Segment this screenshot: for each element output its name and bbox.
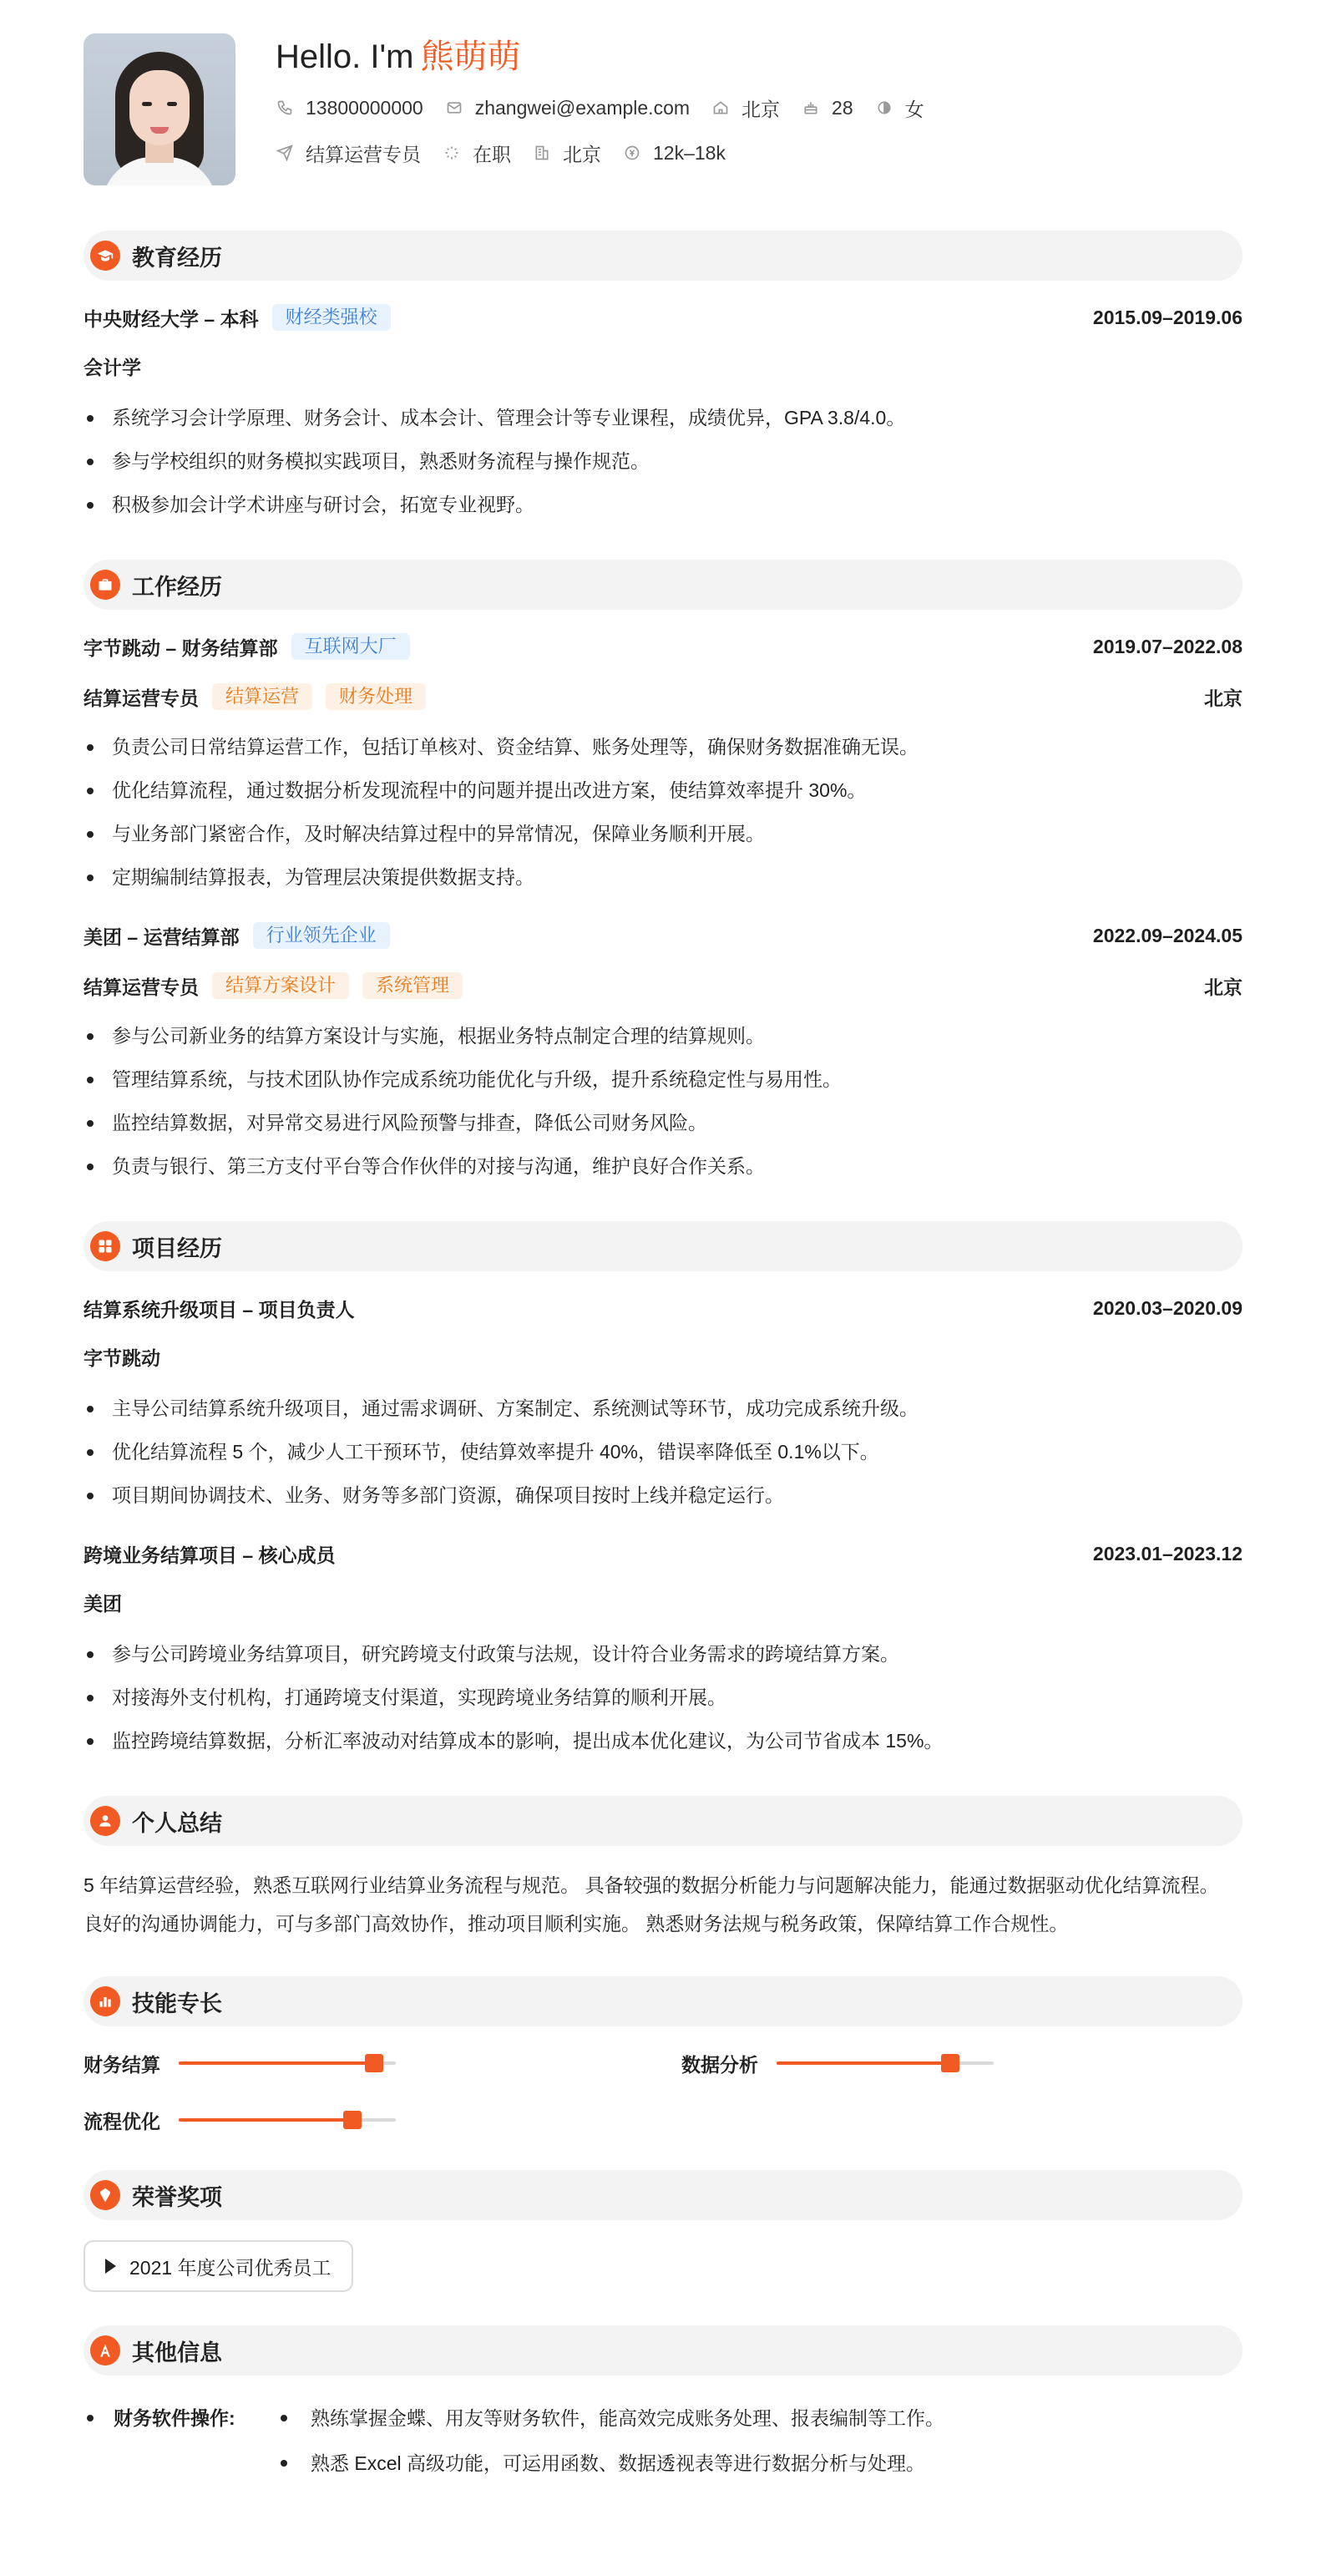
other-line: 熟悉 Excel 高级功能，可运用函数、数据透视表等进行数据分析与处理。 [311,2452,926,2474]
coin-icon [623,144,641,162]
building-icon [533,144,551,162]
list-item: 监控跨境结算数据，分析汇率波动对结算成本的影响，提出成本优化建议，为公司节省成本 15%。 [84,1719,1242,1762]
skill-bar-knob [941,2054,959,2072]
company-name: 美团 – 运营结算部 [84,925,240,948]
work-entry [84,919,1242,1188]
age-item [802,97,853,119]
list-item: 参与公司新业务的结算方案设计与实施，根据业务特点制定合理的结算规则。 [84,1014,1242,1057]
profile-info [276,33,946,184]
phone-icon [276,99,294,117]
project-bullets [84,1387,1242,1517]
job-row [276,139,946,167]
role-tag: 结算方案设计 [212,972,349,999]
email-text: zhangwei@example.com [474,96,691,119]
work-city-text: 北京 [563,143,601,165]
job-location: 北京 [1204,976,1242,998]
loader-icon [443,144,461,162]
job-location: 北京 [1204,687,1242,709]
school-tag: 财经类强校 [272,304,391,331]
cake-icon [802,99,820,117]
section-header-honors [84,2170,1242,2220]
list-item: 负责与银行、第三方支付平台等合作伙伴的对接与沟通，维护良好合作关系。 [84,1144,1242,1188]
education-entry [84,301,1242,526]
company-tag: 行业领先企业 [253,922,390,949]
status-item [443,139,511,167]
skill-label: 财务结算 [84,2053,160,2076]
graduation-cap-icon [90,241,120,271]
phone-text: 13800000000 [306,96,423,119]
section-header-summary [84,1796,1242,1846]
email-item [445,97,690,119]
list-item: 定期编制结算报表，为管理层决策提供数据支持。 [84,855,1242,899]
list-item: 与业务部门紧密合作，及时解决结算过程中的异常情况，保障业务顺利开展。 [84,812,1242,855]
profile-photo [84,33,235,185]
age-text: 28 [832,96,853,119]
briefcase-icon [90,570,120,600]
info-a-icon [90,2335,120,2366]
list-item: 管理结算系统，与技术团队协作完成系统功能优化与升级，提升系统稳定性与易用性。 [84,1057,1242,1101]
section-title: 工作经历 [132,574,222,600]
bar-chart-icon [90,1986,120,2016]
skill-item [681,2046,1266,2080]
email-icon [445,99,463,117]
phone-item [276,97,423,119]
major: 会计学 [84,357,141,378]
summary-text: 5 年结算运营经验，熟悉互联网行业结算业务流程与规范。 具备较强的数据分析能力与问题解决能力，能通过数据驱动优化结算流程。 良好的沟通协调能力，可与多部门高效协作，推动项目顺利实施。 熟悉财务法规与税务政策，保障结算工作合规性。 [84,1874,1219,1935]
list-item: 监控结算数据，对异常交易进行风险预警与排查，降低公司财务风险。 [84,1101,1242,1144]
gender-item [875,94,924,122]
education-bullets [84,396,1242,526]
project-org: 美团 [84,1593,122,1615]
section-header-projects [84,1221,1242,1271]
skill-bar-fill [179,2118,352,2122]
skill-item [84,2103,681,2137]
role-tag: 结算运营 [212,683,312,710]
section-title: 个人总结 [132,1810,222,1836]
company-row [84,630,1242,663]
project-entry [84,1537,1242,1762]
role-name: 结算运营专员 [84,687,199,709]
section-title: 其他信息 [132,2340,222,2366]
gender-icon [875,99,893,117]
contact-row [276,94,946,122]
section-header-education [84,231,1242,281]
city-item [711,94,780,122]
skill-bar [777,2061,994,2065]
other-label: 财务软件操作: [114,2407,235,2429]
salary-text: 12k–18k [653,141,726,164]
work-entry [84,630,1242,899]
section-title: 项目经历 [132,1235,222,1261]
salary-item [623,142,726,165]
skill-bar-knob [365,2054,383,2072]
education-row [84,301,1242,334]
resume-header [84,33,1242,184]
list-item: 项目期间协调技术、业务、财务等多部门资源，确保项目按时上线并稳定运行。 [84,1473,1242,1517]
grid-icon [90,1231,120,1261]
job-target-text: 结算运营专员 [306,143,421,165]
section-header-work [84,560,1242,610]
project-bullets [84,1632,1242,1762]
role-name: 结算运营专员 [84,976,199,998]
list-item: 参与公司跨境业务结算项目，研究跨境支付政策与法规，设计符合业务需求的跨境结算方案。 [84,1632,1242,1676]
award-text: 2021 年度公司优秀员工 [129,2256,332,2279]
project-name: 跨境业务结算项目 – 核心成员 [84,1544,336,1566]
project-org: 字节跳动 [84,1347,160,1369]
project-entry [84,1291,1242,1517]
greeting-text: Hello. I'm [276,38,414,75]
job-target-item [276,139,421,167]
skill-bar-knob [343,2111,362,2129]
education-period: 2015.09–2019.06 [1092,306,1242,328]
section-title: 技能专长 [132,1990,222,2016]
skill-bar [179,2118,396,2122]
role-row [84,969,1242,1002]
city-text: 北京 [741,98,781,120]
job-period: 2022.09–2024.05 [1092,924,1242,946]
award-icon [90,2180,120,2210]
job-period: 2019.07–2022.08 [1092,635,1242,657]
skill-label: 数据分析 [681,2053,758,2076]
list-item: 参与学校组织的财务模拟实践项目，熟悉财务流程与操作规范。 [84,439,1242,483]
work-city-item [533,139,601,167]
other-row [84,2441,1242,2486]
list-item: 对接海外支付机构，打通跨境支付渠道，实现跨境业务结算的顺利开展。 [84,1676,1242,1719]
skill-bar [179,2061,396,2065]
list-item: 系统学习会计学原理、财务会计、成本会计、管理会计等专业课程，成绩优异，GPA 3.8/4.0。 [84,396,1242,439]
company-tag: 互联网大厂 [291,633,410,660]
section-header-skills [84,1976,1242,2026]
list-item: 积极参加会计学术讲座与研讨会，拓宽专业视野。 [84,483,1242,526]
section-title: 荣誉奖项 [132,2184,222,2210]
project-name: 结算系统升级项目 – 项目负责人 [84,1298,355,1321]
other-info [84,2396,1242,2486]
company-row [84,919,1242,952]
skill-bar-fill [777,2061,950,2065]
list-item: 优化结算流程 5 个，减少人工干预环节，使结算效率提升 40%，错误率降低至 0.1%以下。 [84,1430,1242,1473]
role-row [84,680,1242,713]
greeting-line [276,35,946,79]
skill-bar-fill [179,2061,374,2065]
role-tag: 系统管理 [362,972,463,999]
project-row [84,1537,1242,1570]
send-icon [276,144,294,162]
user-icon [90,1806,120,1836]
status-text: 在职 [473,143,511,165]
home-icon [711,99,730,117]
other-line: 熟练掌握金蝶、用友等财务软件，能高效完成账务处理、报表编制等工作。 [311,2407,944,2429]
list-item: 负责公司日常结算运营工作，包括订单核对、资金结算、账务处理等，确保财务数据准确无误。 [84,725,1242,768]
play-icon [105,2259,116,2274]
skill-item [84,2046,681,2080]
other-row [84,2396,1242,2441]
skill-label: 流程优化 [84,2110,160,2132]
role-tag: 财务处理 [326,683,426,710]
project-row [84,1291,1242,1325]
gender-text: 女 [904,98,924,120]
school-name: 中央财经大学 – 本科 [84,307,259,330]
section-title: 教育经历 [132,245,222,271]
job-bullets [84,1014,1242,1188]
award-item[interactable] [84,2240,353,2292]
candidate-name: 熊萌萌 [420,38,521,75]
list-item: 主导公司结算系统升级项目，通过需求调研、方案制定、系统测试等环节，成功完成系统升级。 [84,1387,1242,1430]
project-period: 2020.03–2020.09 [1092,1296,1242,1319]
list-item: 优化结算流程，通过数据分析发现流程中的问题并提出改进方案，使结算效率提升 30%。 [84,768,1242,812]
skills-grid [84,2046,1242,2137]
project-period: 2023.01–2023.12 [1092,1542,1242,1564]
job-bullets [84,725,1242,899]
section-header-other [84,2325,1242,2376]
company-name: 字节跳动 – 财务结算部 [84,636,278,659]
